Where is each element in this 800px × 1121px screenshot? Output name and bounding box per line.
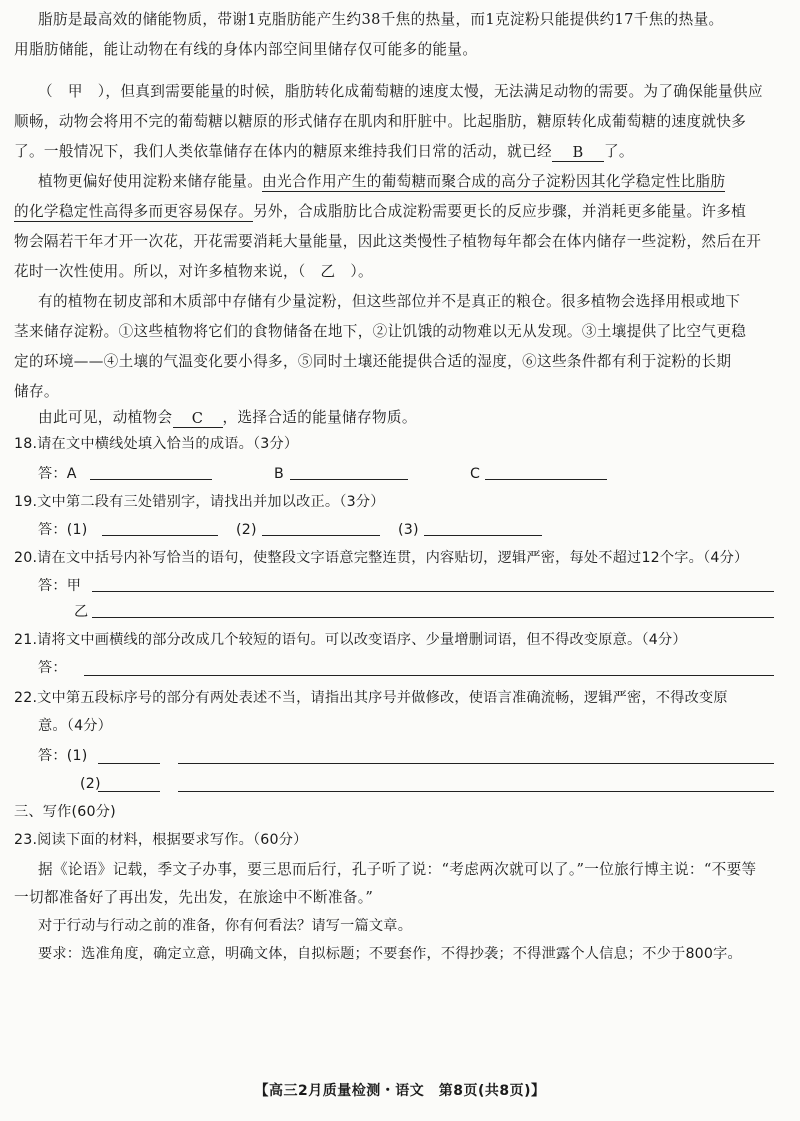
answer-blank-b: B (552, 144, 604, 162)
answer-line-22-2-number[interactable] (98, 791, 160, 792)
underlined-text: 的化学稳定性高得多而更容易保存。 (14, 203, 254, 220)
passage-line: 用脂肪储能，能让动物在有线的身体内部空间里储存仅可能多的能量。 (14, 41, 478, 58)
answer-label: (2) (80, 776, 101, 792)
answer-label: (2) (236, 522, 257, 538)
prompt-line: 对于行动与行动之前的准备，你有何看法？请写一篇文章。 (38, 918, 413, 934)
passage-line: 脂肪是最高效的储能物质，带谢1克脂肪能产生约38千焦的热量，而1克淀粉只能提供约17千焦的热量。 (38, 11, 724, 28)
question-18: 18.请在文中横线处填入恰当的成语。（3分） (14, 436, 299, 452)
material-line: 据《论语》记载，季文子办事，要三思而后行，孔子听了说：“考虑两次就可以了。”一位旅行博主说：“不要等 (38, 861, 757, 878)
answer-line-22-1-number[interactable] (98, 763, 160, 764)
passage-line: 有的植物在韧皮部和木质部中存储有少量淀粉，但这些部位并不是真正的粮仓。很多植物会选择用根或地下 (38, 293, 741, 310)
passage-text: 植物更偏好使用淀粉来储存能量。 (38, 173, 263, 190)
passage-line: 顺畅，动物会将用不完的葡萄糖以糖原的形式储存在肌肉和肝脏中。比起脂肪，糖原转化成葡萄糖的速度就快多 (14, 113, 747, 130)
answer-line-18a[interactable] (90, 479, 212, 480)
answer-label: (3) (398, 522, 419, 538)
question-23: 23.阅读下面的材料，根据要求写作。（60分） (14, 832, 308, 848)
answer-blank-c: C (173, 410, 223, 428)
answer-label: 乙 (74, 604, 89, 620)
question-22: 22.文中第五段标序号的部分有两处表述不当，请指出其序号并做修改，使语言准确流畅，逻辑严密，不得改变原 (14, 690, 728, 706)
answer-line-18b[interactable] (290, 479, 408, 480)
material-line: 一切都准备好了再出发，先出发，在旅途中不断准备。” (14, 889, 374, 906)
passage-line: 储存。 (14, 383, 59, 400)
answer-line-20-yi[interactable] (92, 617, 774, 618)
passage-text: 由此可见，动植物会 (38, 409, 173, 426)
answer-line-21[interactable] (84, 675, 774, 676)
answer-label: 答：(1) (38, 748, 88, 764)
answer-label: 答：A (38, 466, 77, 482)
answer-label: 答： (38, 660, 67, 676)
question-22-cont: 意。（4分） (38, 718, 113, 734)
passage-text: 另外，合成脂肪比合成淀粉需要更长的反应步骤，并消耗更多能量。许多植 (253, 203, 747, 220)
answer-line-22-1-revision[interactable] (178, 763, 774, 764)
underlined-text: 由光合作用产生的葡萄糖而聚合成的高分子淀粉因其化学稳定性比脂肪 (262, 173, 726, 190)
passage-line (38, 408, 417, 428)
passage-line (14, 202, 746, 222)
passage-line: （ 甲 ），但真到需要能量的时候，脂肪转化成葡萄糖的速度太慢，无法满足动物的需要。为了确保能量供应 (38, 83, 763, 100)
question-19: 19.文中第二段有三处错别字，请找出并加以改正。（3分） (14, 494, 385, 510)
answer-line-19-3[interactable] (424, 535, 542, 536)
passage-line: 花时一次性使用。所以，对许多植物来说，（ 乙 ）。 (14, 263, 373, 280)
answer-label: C (470, 466, 481, 482)
passage-line: 茎来储存淀粉。①这些植物将它们的食物储备在地下，②让饥饿的动物难以无从发现。③土壤提供了比空气更稳 (14, 323, 747, 340)
answer-line-18c[interactable] (485, 479, 607, 480)
passage-line: 物会隔若干年才开一次花，开花需要消耗大量能量，因此这类慢性子植物每年都会在体内储存一些淀粉，然后在开 (14, 233, 762, 250)
section-title-writing: 三、写作(60分) (14, 804, 116, 820)
passage-text: ，选择合适的能量储存物质。 (222, 409, 417, 426)
page-footer: 【高三2月质量检测・语文 第8页(共8页)】 (254, 1083, 546, 1099)
requirements-line: 要求：选准角度，确定立意，明确文体，自拟标题；不要套作，不得抄袭；不得泄露个人信息；不少于800字。 (38, 946, 742, 962)
passage-line (38, 172, 725, 192)
question-21: 21.请将文中画横线的部分改成几个较短的语句。可以改变语序、少量增删词语，但不得改变原意。（4分） (14, 632, 687, 648)
passage-line (14, 142, 634, 162)
answer-label: B (274, 466, 284, 482)
question-20: 20.请在文中括号内补写恰当的语句，使整段文字语意完整连贯，内容贴切，逻辑严密，每处不超过12个字。（4分） (14, 550, 749, 566)
passage-text: 了。一般情况下，我们人类依靠储存在体内的糖原来维持我们日常的活动，就已经 (14, 143, 552, 160)
answer-line-20-jia[interactable] (92, 591, 774, 592)
answer-label: 答：甲 (38, 578, 82, 594)
answer-line-19-1[interactable] (102, 535, 218, 536)
answer-line-19-2[interactable] (262, 535, 380, 536)
passage-text: 了。 (603, 143, 634, 160)
answer-label: 答：(1) (38, 522, 88, 538)
passage-line: 定的环境——④土壤的气温变化要小得多，⑤同时土壤还能提供合适的湿度，⑥这些条件都有利于淀粉的长期 (14, 353, 732, 370)
answer-line-22-2-revision[interactable] (178, 791, 774, 792)
